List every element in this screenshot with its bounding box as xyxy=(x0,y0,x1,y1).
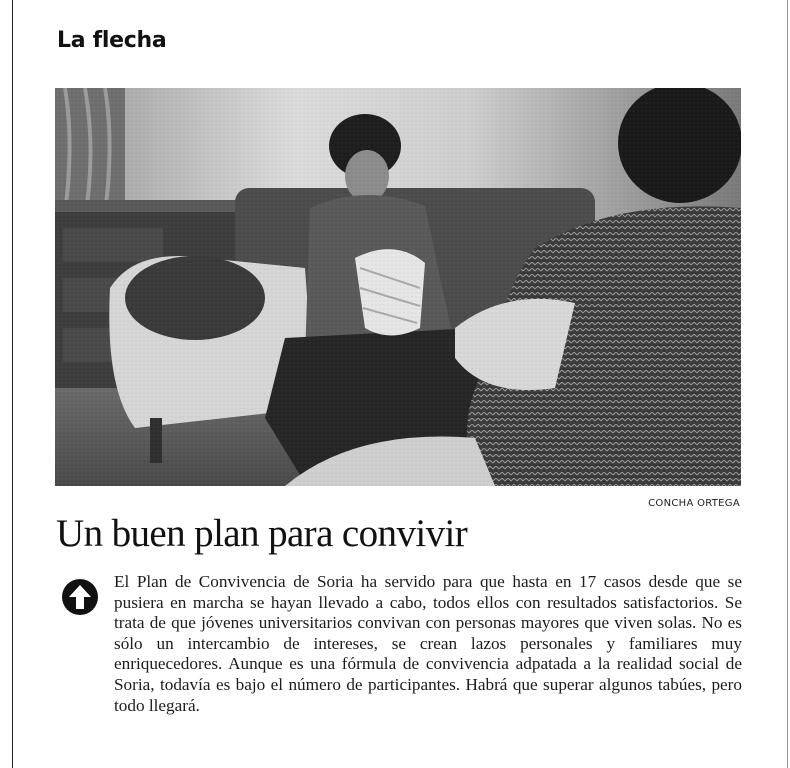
column-rule-right xyxy=(787,0,788,768)
column-rule-left xyxy=(12,0,13,768)
arrow-up-circle-icon xyxy=(61,578,99,616)
article-body: El Plan de Convivencia de Soria ha servido para que hasta en 17 casos desde que se pusiera en marcha se hayan llevado a cabo, todos ellos con resultados satisfactorios. Se trata de que jóvenes universitarios convivan con personas mayores que viven solas. No es sólo un intercambio de intereses, se crean lazos personales y familiares muy enriquecedores. Aunque es una fórmula de convivencia adpatada a la realidad social de Soria, todavía es bajo el número de participantes. Habrá que superar algunos tabúes, pero todo llegará. xyxy=(114,572,742,715)
headline: Un buen plan para convivir xyxy=(56,512,468,555)
section-title: La flecha xyxy=(57,28,167,53)
article-photo xyxy=(55,88,741,486)
photo-credit: CONCHA ORTEGA xyxy=(648,498,740,509)
